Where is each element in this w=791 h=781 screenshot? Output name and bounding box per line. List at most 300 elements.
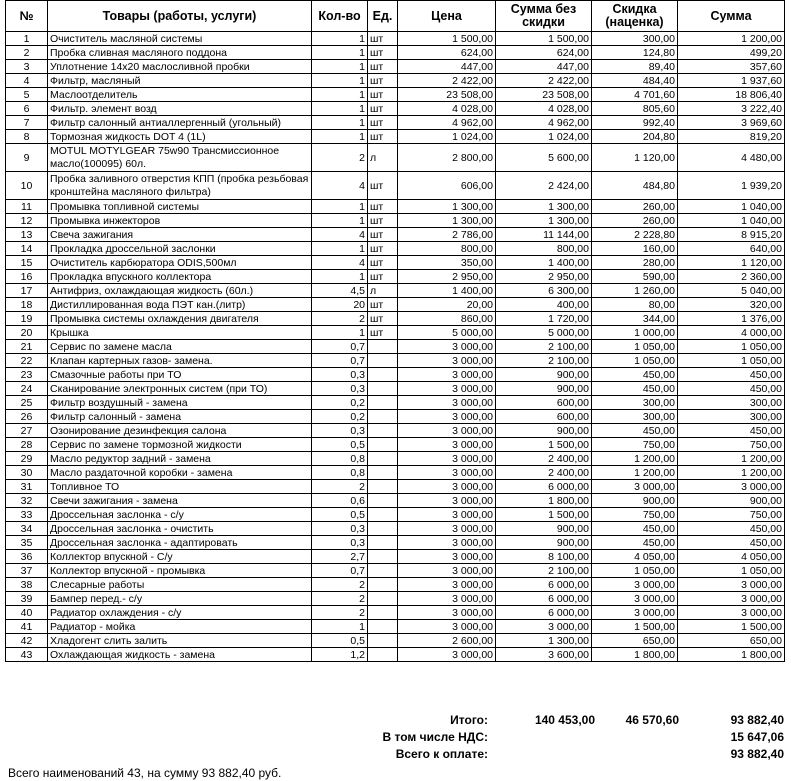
price: 3 000,00: [398, 452, 496, 466]
table-row: [6, 340, 785, 354]
discount: 260,00: [592, 214, 678, 228]
table-row: [6, 382, 785, 396]
price: 3 000,00: [398, 396, 496, 410]
item-name: Дистиллированная вода ПЭТ кан.(литр): [48, 298, 312, 312]
table-row: [6, 494, 785, 508]
sum: 2 360,00: [678, 270, 785, 284]
item-name: Слесарные работы: [48, 578, 312, 592]
row-number: 22: [6, 354, 48, 368]
price: 4 028,00: [398, 102, 496, 116]
totals-vat-row: [5, 730, 784, 744]
row-number: 24: [6, 382, 48, 396]
price: 3 000,00: [398, 578, 496, 592]
table-row: [6, 32, 785, 46]
sum: 8 915,20: [678, 228, 785, 242]
sum: 3 222,40: [678, 102, 785, 116]
price: 3 000,00: [398, 424, 496, 438]
table-row: [6, 620, 785, 634]
sum: 3 000,00: [678, 592, 785, 606]
item-name: Сервис по замене масла: [48, 340, 312, 354]
row-number: 25: [6, 396, 48, 410]
discount: 300,00: [592, 32, 678, 46]
sum: 499,20: [678, 46, 785, 60]
discount: 3 000,00: [592, 480, 678, 494]
quantity: 2: [312, 578, 368, 592]
unit: шт: [368, 172, 398, 200]
item-name: Очиститель масляной системы: [48, 32, 312, 46]
quantity: 1: [312, 242, 368, 256]
row-number: 31: [6, 480, 48, 494]
sum-no-discount: 6 300,00: [496, 284, 592, 298]
row-number: 28: [6, 438, 48, 452]
row-number: 38: [6, 578, 48, 592]
header-cell: Цена: [398, 1, 496, 32]
unit: шт: [368, 326, 398, 340]
unit: [368, 606, 398, 620]
unit: шт: [368, 312, 398, 326]
header-cell: Сумма: [678, 1, 785, 32]
row-number: 43: [6, 648, 48, 662]
sum: 819,20: [678, 130, 785, 144]
table-row: [6, 242, 785, 256]
header-cell: Скидка (наценка): [592, 1, 678, 32]
unit: [368, 578, 398, 592]
quantity: 2: [312, 312, 368, 326]
row-number: 23: [6, 368, 48, 382]
table-row: [6, 46, 785, 60]
sum-no-discount: 600,00: [496, 410, 592, 424]
table-row: [6, 284, 785, 298]
unit: [368, 480, 398, 494]
table-row: [6, 200, 785, 214]
table-row: [6, 130, 785, 144]
quantity: 0,2: [312, 396, 368, 410]
discount: 260,00: [592, 200, 678, 214]
quantity: 2: [312, 144, 368, 172]
sum: 1 200,00: [678, 466, 785, 480]
sum: 1 376,00: [678, 312, 785, 326]
discount: 450,00: [592, 382, 678, 396]
price: 3 000,00: [398, 508, 496, 522]
table-row: [6, 354, 785, 368]
quantity: 0,6: [312, 494, 368, 508]
discount: 1 200,00: [592, 452, 678, 466]
item-name: Радиатор - мойка: [48, 620, 312, 634]
unit: шт: [368, 74, 398, 88]
discount: 750,00: [592, 508, 678, 522]
table-row: [6, 606, 785, 620]
row-number: 29: [6, 452, 48, 466]
item-name: Озонирование дезинфекция салона: [48, 424, 312, 438]
sum-no-discount: 3 000,00: [496, 620, 592, 634]
row-number: 4: [6, 74, 48, 88]
unit: [368, 494, 398, 508]
item-name: Сервис по замене тормозной жидкости: [48, 438, 312, 452]
unit: [368, 424, 398, 438]
sum-no-discount: 1 300,00: [496, 200, 592, 214]
unit: [368, 396, 398, 410]
discount: 3 000,00: [592, 592, 678, 606]
table-row: [6, 592, 785, 606]
row-number: 40: [6, 606, 48, 620]
table-row: [6, 172, 785, 200]
itogo-sum: 93 882,40: [730, 713, 784, 727]
item-name: Тормозная жидкость DOT 4 (1L): [48, 130, 312, 144]
table-row: [6, 88, 785, 102]
item-name: Уплотнение 14x20 маслосливной пробки: [48, 60, 312, 74]
price: 3 000,00: [398, 494, 496, 508]
row-number: 6: [6, 102, 48, 116]
price: 606,00: [398, 172, 496, 200]
discount: 650,00: [592, 634, 678, 648]
table-row: [6, 102, 785, 116]
discount: 1 200,00: [592, 466, 678, 480]
sum-no-discount: 1 500,00: [496, 508, 592, 522]
table-row: [6, 270, 785, 284]
quantity: 0,8: [312, 452, 368, 466]
sum: 1 040,00: [678, 214, 785, 228]
row-number: 26: [6, 410, 48, 424]
row-number: 21: [6, 340, 48, 354]
sum-no-discount: 447,00: [496, 60, 592, 74]
item-name: MOTUL MOTYLGEAR 75w90 Трансмиссионное масло(100095) 60л.: [48, 144, 312, 172]
sum-no-discount: 1 500,00: [496, 438, 592, 452]
unit: [368, 382, 398, 396]
price: 3 000,00: [398, 368, 496, 382]
row-number: 30: [6, 466, 48, 480]
discount: 4 701,60: [592, 88, 678, 102]
quantity: 0,3: [312, 536, 368, 550]
price: 3 000,00: [398, 410, 496, 424]
sum: 1 937,60: [678, 74, 785, 88]
sum-no-discount: 400,00: [496, 298, 592, 312]
price: 3 000,00: [398, 466, 496, 480]
discount: 4 050,00: [592, 550, 678, 564]
table-row: [6, 466, 785, 480]
quantity: 0,7: [312, 564, 368, 578]
price: 800,00: [398, 242, 496, 256]
item-name: Коллектор впускной - промывка: [48, 564, 312, 578]
sum: 4 000,00: [678, 326, 785, 340]
discount: 300,00: [592, 396, 678, 410]
quantity: 20: [312, 298, 368, 312]
price: 350,00: [398, 256, 496, 270]
unit: шт: [368, 46, 398, 60]
quantity: 1: [312, 214, 368, 228]
unit: [368, 354, 398, 368]
row-number: 2: [6, 46, 48, 60]
unit: [368, 340, 398, 354]
item-name: Дроссельная заслонка - с/у: [48, 508, 312, 522]
discount: 750,00: [592, 438, 678, 452]
sum: 900,00: [678, 494, 785, 508]
price: 3 000,00: [398, 620, 496, 634]
totals-itogo-row: [5, 713, 784, 727]
sum: 640,00: [678, 242, 785, 256]
item-name: Фильтр салонный антиаллергенный (угольный): [48, 116, 312, 130]
price: 1 500,00: [398, 32, 496, 46]
quantity: 0,3: [312, 368, 368, 382]
unit: [368, 634, 398, 648]
row-number: 42: [6, 634, 48, 648]
discount: 450,00: [592, 522, 678, 536]
table-row: [6, 578, 785, 592]
quantity: 1: [312, 60, 368, 74]
row-number: 34: [6, 522, 48, 536]
row-number: 33: [6, 508, 48, 522]
sum-no-discount: 900,00: [496, 424, 592, 438]
unit: шт: [368, 270, 398, 284]
sum: 1 939,20: [678, 172, 785, 200]
price: 3 000,00: [398, 522, 496, 536]
discount: 1 050,00: [592, 340, 678, 354]
unit: [368, 438, 398, 452]
sum: 1 200,00: [678, 452, 785, 466]
quantity: 2,7: [312, 550, 368, 564]
unit: шт: [368, 88, 398, 102]
sum-no-discount: 1 500,00: [496, 32, 592, 46]
price: 5 000,00: [398, 326, 496, 340]
item-name: Пробка сливная масляного поддона: [48, 46, 312, 60]
table-row: [6, 634, 785, 648]
discount: 1 260,00: [592, 284, 678, 298]
totals-due-row: [5, 747, 784, 761]
unit: [368, 648, 398, 662]
header-cell: №: [6, 1, 48, 32]
table-row: [6, 396, 785, 410]
discount: 450,00: [592, 368, 678, 382]
quantity: 1: [312, 270, 368, 284]
quantity: 1,2: [312, 648, 368, 662]
table-row: [6, 522, 785, 536]
price: 3 000,00: [398, 438, 496, 452]
item-name: Сканирование электронных систем (при ТО): [48, 382, 312, 396]
unit: [368, 368, 398, 382]
table-row: [6, 564, 785, 578]
unit: [368, 592, 398, 606]
unit: шт: [368, 60, 398, 74]
row-number: 1: [6, 32, 48, 46]
discount: 484,80: [592, 172, 678, 200]
item-name: Дроссельная заслонка - очистить: [48, 522, 312, 536]
sum: 750,00: [678, 508, 785, 522]
sum: 450,00: [678, 536, 785, 550]
item-name: Прокладка дроссельной заслонки: [48, 242, 312, 256]
quantity: 0,8: [312, 466, 368, 480]
quantity: 0,5: [312, 438, 368, 452]
unit: [368, 620, 398, 634]
sum: 1 050,00: [678, 564, 785, 578]
sum-no-discount: 2 100,00: [496, 354, 592, 368]
table-row: [6, 228, 785, 242]
item-name: Очиститель карбюратора ODIS,500мл: [48, 256, 312, 270]
price: 4 962,00: [398, 116, 496, 130]
price: 2 950,00: [398, 270, 496, 284]
unit: [368, 410, 398, 424]
quantity: 1: [312, 88, 368, 102]
item-name: Бампер перед.- с/у: [48, 592, 312, 606]
sum: 5 040,00: [678, 284, 785, 298]
table-row: [6, 116, 785, 130]
price: 1 024,00: [398, 130, 496, 144]
item-name: Фильтр салонный - замена: [48, 410, 312, 424]
sum: 300,00: [678, 396, 785, 410]
table-row: [6, 508, 785, 522]
unit: [368, 508, 398, 522]
item-name: Масло редуктор задний - замена: [48, 452, 312, 466]
quantity: 1: [312, 102, 368, 116]
quantity: 0,3: [312, 522, 368, 536]
sum-no-discount: 6 000,00: [496, 606, 592, 620]
price: 3 000,00: [398, 606, 496, 620]
quantity: 1: [312, 74, 368, 88]
sum-no-discount: 900,00: [496, 368, 592, 382]
sum-no-discount: 6 000,00: [496, 592, 592, 606]
discount: 992,40: [592, 116, 678, 130]
table-row: [6, 326, 785, 340]
table-row: [6, 424, 785, 438]
sum-no-discount: 1 400,00: [496, 256, 592, 270]
table-row: [6, 214, 785, 228]
quantity: 0,7: [312, 354, 368, 368]
row-number: 17: [6, 284, 48, 298]
sum: 3 000,00: [678, 480, 785, 494]
unit: шт: [368, 298, 398, 312]
table-row: [6, 536, 785, 550]
sum-no-discount: 3 600,00: [496, 648, 592, 662]
price: 3 000,00: [398, 564, 496, 578]
row-number: 35: [6, 536, 48, 550]
row-number: 14: [6, 242, 48, 256]
discount: 204,80: [592, 130, 678, 144]
unit: шт: [368, 228, 398, 242]
sum: 750,00: [678, 438, 785, 452]
sum: 1 050,00: [678, 340, 785, 354]
price: 3 000,00: [398, 592, 496, 606]
sum-no-discount: 6 000,00: [496, 578, 592, 592]
quantity: 0,5: [312, 508, 368, 522]
sum-no-discount: 2 400,00: [496, 452, 592, 466]
item-name: Крышка: [48, 326, 312, 340]
header-cell: Товары (работы, услуги): [48, 1, 312, 32]
sum-no-discount: 8 100,00: [496, 550, 592, 564]
quantity: 2: [312, 592, 368, 606]
item-name: Фильтр воздушный - замена: [48, 396, 312, 410]
sum-no-discount: 4 962,00: [496, 116, 592, 130]
sum-no-discount: 5 000,00: [496, 326, 592, 340]
row-number: 27: [6, 424, 48, 438]
header-cell: Ед.: [368, 1, 398, 32]
unit: [368, 452, 398, 466]
quantity: 1: [312, 46, 368, 60]
unit: л: [368, 284, 398, 298]
unit: шт: [368, 32, 398, 46]
sum-no-discount: 2 424,00: [496, 172, 592, 200]
item-name: Антифриз, охлаждающая жидкость (60л.): [48, 284, 312, 298]
discount: 280,00: [592, 256, 678, 270]
due-sum: 93 882,40: [730, 747, 784, 761]
row-number: 10: [6, 172, 48, 200]
vat-sum: 15 647,06: [730, 730, 784, 744]
unit: шт: [368, 116, 398, 130]
quantity: 4,5: [312, 284, 368, 298]
price: 624,00: [398, 46, 496, 60]
sum: 320,00: [678, 298, 785, 312]
sum-no-discount: 600,00: [496, 396, 592, 410]
price: 3 000,00: [398, 550, 496, 564]
discount: 2 228,80: [592, 228, 678, 242]
table-row: [6, 452, 785, 466]
sum: 450,00: [678, 382, 785, 396]
discount: 900,00: [592, 494, 678, 508]
itogo-discount: 46 570,60: [625, 713, 679, 727]
sum: 4 480,00: [678, 144, 785, 172]
sum: 300,00: [678, 410, 785, 424]
discount: 89,40: [592, 60, 678, 74]
item-name: Свечи зажигания - замена: [48, 494, 312, 508]
item-name: Дроссельная заслонка - адаптировать: [48, 536, 312, 550]
sum-no-discount: 1 800,00: [496, 494, 592, 508]
sum: 650,00: [678, 634, 785, 648]
discount: 80,00: [592, 298, 678, 312]
discount: 124,80: [592, 46, 678, 60]
quantity: 1: [312, 32, 368, 46]
sum-no-discount: 1 300,00: [496, 214, 592, 228]
quantity: 4: [312, 256, 368, 270]
discount: 805,60: [592, 102, 678, 116]
sum: 3 000,00: [678, 606, 785, 620]
table-row: [6, 144, 785, 172]
item-name: Клапан картерных газов- замена.: [48, 354, 312, 368]
sum-no-discount: 11 144,00: [496, 228, 592, 242]
due-label: Всего к оплате:: [395, 747, 488, 761]
itogo-label: Итого:: [450, 713, 488, 727]
table-body: [6, 32, 785, 662]
item-name: Смазочные работы при ТО: [48, 368, 312, 382]
sum: 1 200,00: [678, 32, 785, 46]
price: 2 600,00: [398, 634, 496, 648]
price: 3 000,00: [398, 536, 496, 550]
row-number: 19: [6, 312, 48, 326]
price: 3 000,00: [398, 354, 496, 368]
price: 1 300,00: [398, 200, 496, 214]
discount: 3 000,00: [592, 578, 678, 592]
quantity: 1: [312, 200, 368, 214]
row-number: 5: [6, 88, 48, 102]
price: 447,00: [398, 60, 496, 74]
sum-no-discount: 2 100,00: [496, 340, 592, 354]
row-number: 3: [6, 60, 48, 74]
quantity: 4: [312, 172, 368, 200]
discount: 1 000,00: [592, 326, 678, 340]
table-row: [6, 256, 785, 270]
item-name: Топливное ТО: [48, 480, 312, 494]
row-number: 13: [6, 228, 48, 242]
row-number: 9: [6, 144, 48, 172]
unit: шт: [368, 102, 398, 116]
row-number: 36: [6, 550, 48, 564]
table-row: [6, 368, 785, 382]
discount: 1 050,00: [592, 564, 678, 578]
unit: шт: [368, 242, 398, 256]
item-name: Фильтр. элемент возд: [48, 102, 312, 116]
quantity: 0,7: [312, 340, 368, 354]
sum-no-discount: 900,00: [496, 382, 592, 396]
price: 3 000,00: [398, 382, 496, 396]
quantity: 1: [312, 326, 368, 340]
discount: 450,00: [592, 424, 678, 438]
row-number: 16: [6, 270, 48, 284]
